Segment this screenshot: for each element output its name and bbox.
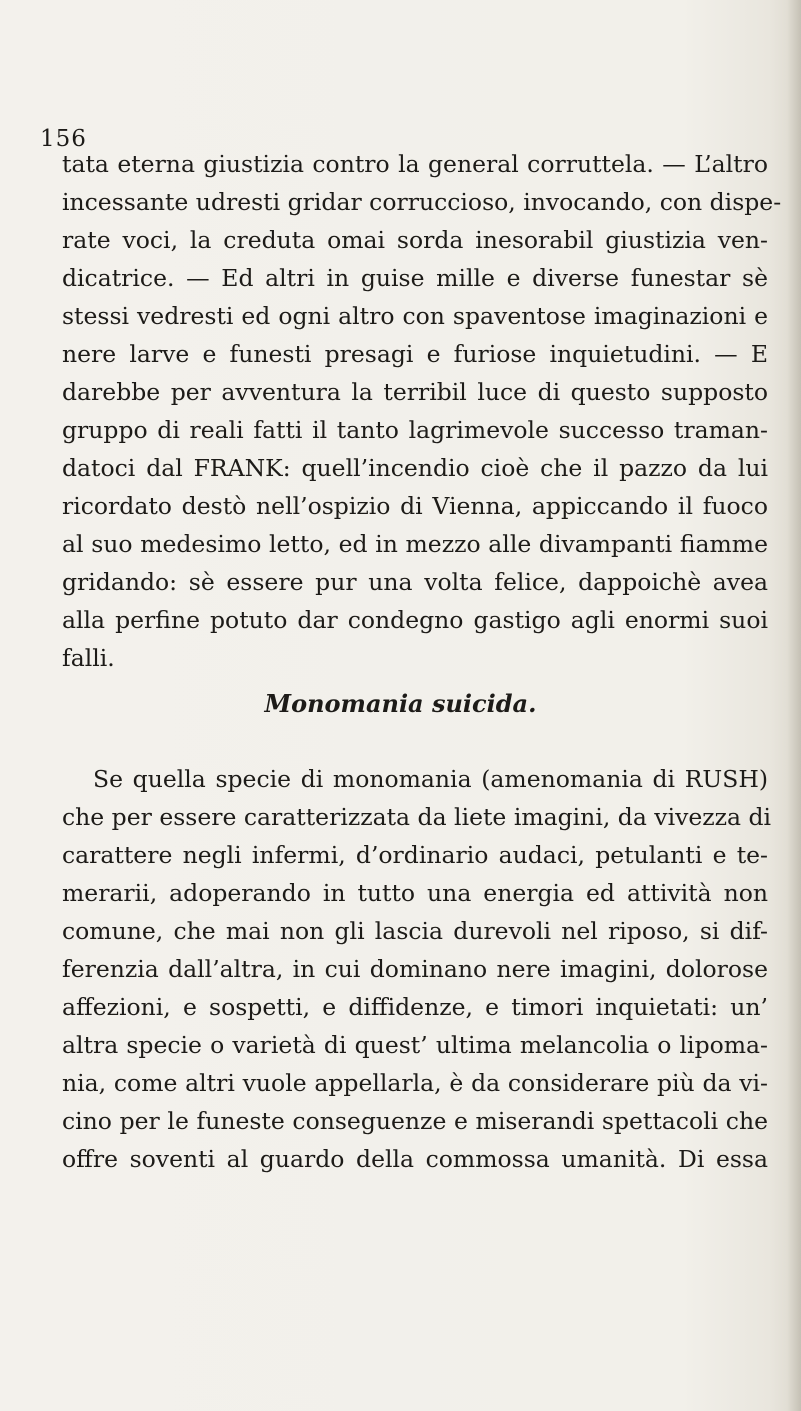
text-line: nia, come altri vuole appellarla, è da considerare più da vi- <box>62 1069 768 1097</box>
text-line: carattere negli infermi, d’ordinario audaci, petulanti e te- <box>62 841 768 869</box>
text-line: al suo medesimo letto, ed in mezzo alle divampanti fiamme <box>62 530 768 558</box>
text-line: stessi vedresti ed ogni altro con spaventose imaginazioni e <box>62 302 768 330</box>
text-line: cino per le funeste conseguenze e miserandi spettacoli che <box>62 1107 768 1135</box>
text-line: gruppo di reali fatti il tanto lagrimevole successo traman- <box>62 416 768 444</box>
text-line: merarii, adoperando in tutto una energia ed attività non <box>62 879 768 907</box>
text-line: ferenzia dall’altra, in cui dominano nere imagini, dolorose <box>62 955 768 983</box>
text-line: offre soventi al guardo della commossa umanità. Di essa <box>62 1145 768 1173</box>
text-line: darebbe per avventura la terribil luce di questo supposto <box>62 378 768 406</box>
section-heading: Monomania suicida. <box>264 689 537 718</box>
paragraph-1 <box>62 145 782 677</box>
text-line: tata eterna giustizia contro la general corruttela. — L’altro <box>62 150 768 178</box>
text-line: falli. <box>62 644 115 672</box>
text-line: rate voci, la creduta omai sorda inesorabil giustizia ven- <box>62 226 768 254</box>
paragraph-2 <box>62 760 772 1178</box>
text-line: Se quella specie di monomania (amenomania di RUSH) <box>93 765 768 793</box>
text-line: che per essere caratterizzata da liete imagini, da vivezza di <box>62 803 772 831</box>
text-line: alla perfine potuto dar condegno gastigo agli enormi suoi <box>62 606 768 634</box>
text-line: altra specie o varietà di quest’ ultima melancolia o lipoma- <box>62 1031 768 1059</box>
text-line: nere larve e funesti presagi e furiose inquietudini. — E <box>62 340 768 368</box>
text-line: dicatrice. — Ed altri in guise mille e diverse funestar sè <box>62 264 768 292</box>
text-line: datoci dal FRANK: quell’incendio cioè che il pazzo da lui <box>62 454 768 482</box>
text-line: affezioni, e sospetti, e diffidenze, e timori inquietati: un’ <box>62 993 768 1021</box>
text-line: gridando: sè essere pur una volta felice, dappoichè avea <box>62 568 768 596</box>
page-number: 156 <box>40 126 87 152</box>
text-line: ricordato destò nell’ospizio di Vienna, appiccando il fuoco <box>62 492 768 520</box>
text-line: comune, che mai non gli lascia durevoli nel riposo, si dif- <box>62 917 768 945</box>
text-line: incessante udresti gridar corruccioso, invocando, con dispe- <box>62 188 782 216</box>
